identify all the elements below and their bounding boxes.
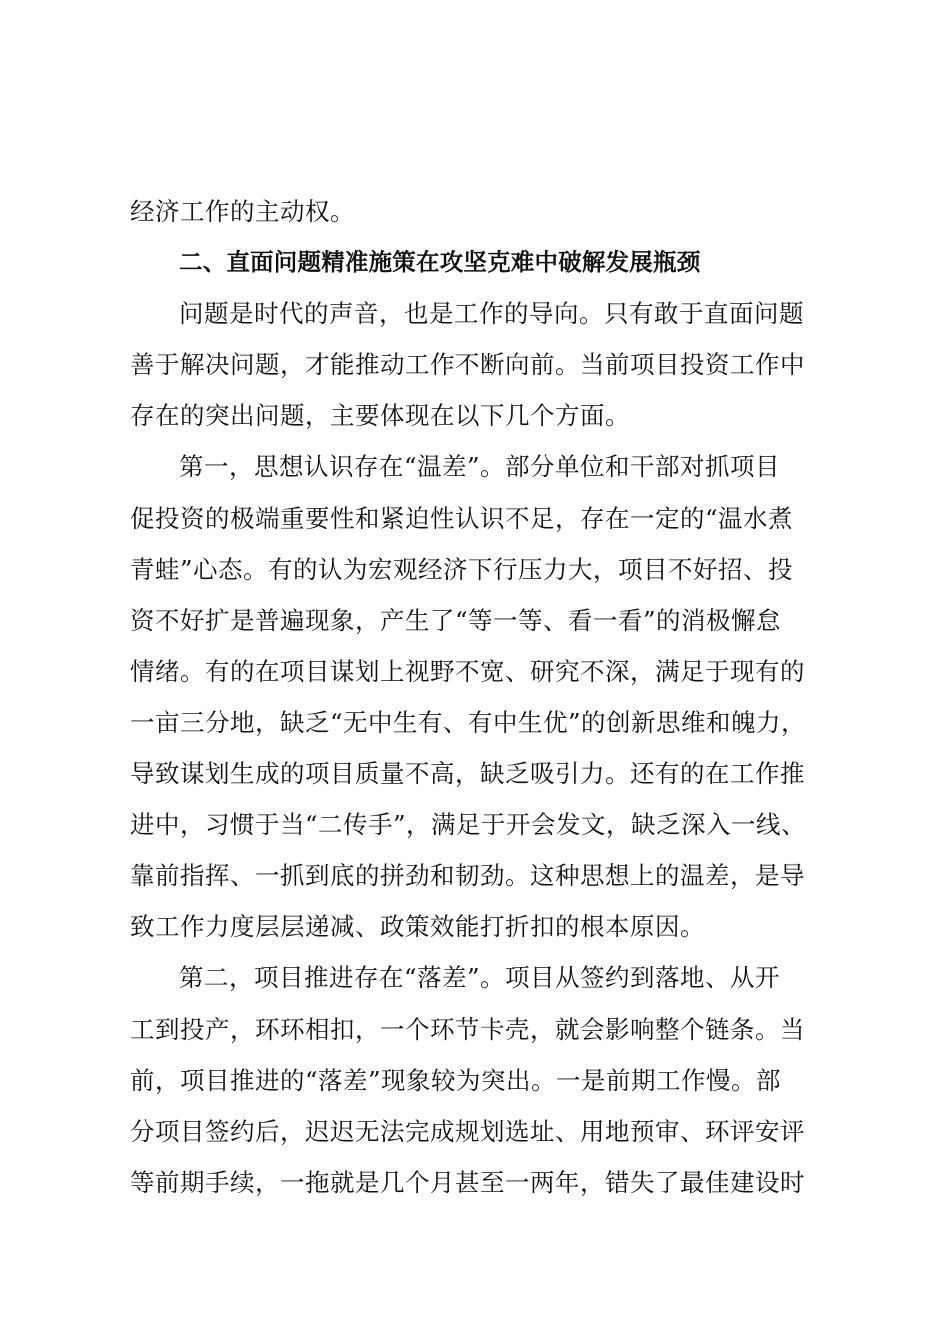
text-line: 情绪。有的在项目谋划上视野不宽、研究不深，满足于现有的 xyxy=(130,656,805,686)
text-line: 进中，习惯于当“二传手”，满足于开会发文，缺乏深入一线、 xyxy=(130,810,807,840)
text-line: 善于解决问题，才能推动工作不断向前。当前项目投资工作中 xyxy=(130,350,805,380)
text-line: 工到投产，环环相扣，一个环节卡壳，就会影响整个链条。当 xyxy=(130,1014,805,1044)
text-line: 青蛙”心态。有的认为宏观经济下行压力大，项目不好招、投 xyxy=(130,554,794,584)
text-line: 靠前指挥、一抓到底的拼劲和韧劲。这种思想上的温差，是导 xyxy=(130,861,805,891)
text-line: 等前期手续，一拖就是几个月甚至一两年，错失了最佳建设时 xyxy=(130,1167,805,1197)
text-line: 一亩三分地，缺乏“无中生有、有中生优”的创新思维和魄力， xyxy=(130,707,807,737)
text-line: 前，项目推进的“落差”现象较为突出。一是前期工作慢。部 xyxy=(130,1065,782,1095)
text-line: 资不好扩是普遍现象，产生了“等一等、看一看”的消极懈怠 xyxy=(130,605,782,635)
text-line: 致工作力度层层递减、政策效能打折扣的根本原因。 xyxy=(130,912,705,942)
text-line: 第二，项目推进存在“落差”。项目从签约到落地、从开 xyxy=(179,963,781,993)
text-line: 导致谋划生成的项目质量不高，缺乏吸引力。还有的在工作推 xyxy=(130,759,805,789)
document-body xyxy=(130,186,850,1208)
text-line: 促投资的极端重要性和紧迫性认识不足，存在一定的“温水煮 xyxy=(130,503,794,533)
text-line: 分项目签约后，迟迟无法完成规划选址、用地预审、环评安评 xyxy=(130,1116,805,1146)
section-heading: 二、直面问题精准施策在攻坚克难中破解发展瓶颈 xyxy=(179,248,701,277)
text-line: 第一，思想认识存在“温差”。部分单位和干部对抓项目 xyxy=(179,452,781,482)
text-line: 存在的突出问题，主要体现在以下几个方面。 xyxy=(130,401,630,431)
text-line: 经济工作的主动权。 xyxy=(130,197,355,226)
text-line: 问题是时代的声音，也是工作的导向。只有敢于直面问题 xyxy=(179,299,804,329)
